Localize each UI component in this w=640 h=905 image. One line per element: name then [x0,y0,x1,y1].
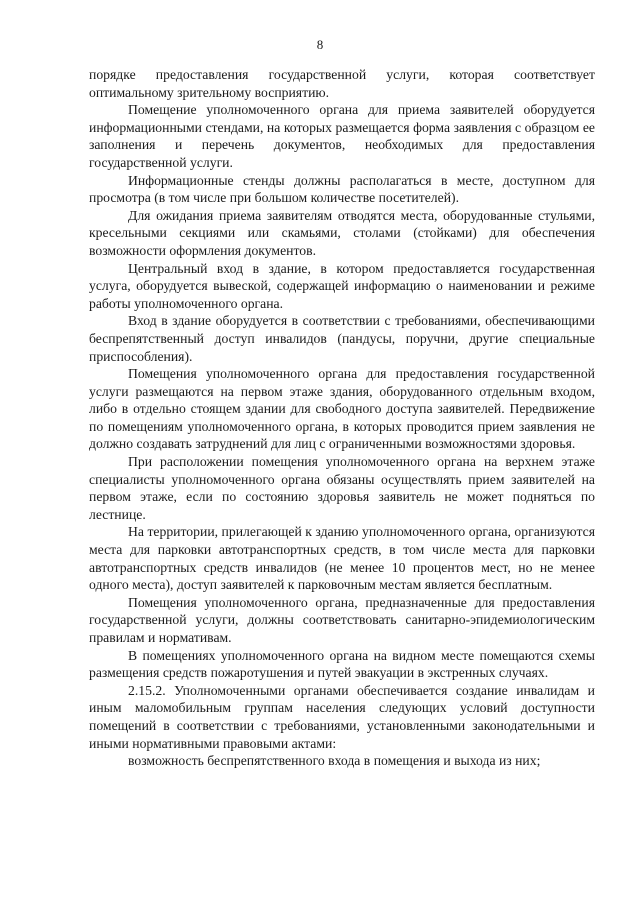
paragraph-12: 2.15.2. Уполномоченными органами обеспечивается создание инвалидам и иным маломобильным группам населения следующих условий доступности помещений в соответствии с требованиями, установленными законодательными и иными нормативными правовыми актами: [89,682,595,751]
page-number: 8 [316,37,324,52]
paragraph-5: Центральный вход в здание, в котором предоставляется государственная услуга, оборудуется вывеской, содержащей информацию о наименовании и режиме работы уполномоченного органа. [89,260,595,311]
paragraph-11: В помещениях уполномоченного органа на видном месте помещаются схемы размещения средств пожаротушения и путей эвакуации в экстренных случаях. [89,647,595,681]
paragraph-4: Для ожидания приема заявителям отводятся места, оборудованные стульями, кресельными секциями или скамьями, столами (стойками) для обеспечения возможности оформления документов. [89,207,595,258]
paragraph-6: Вход в здание оборудуется в соответствии с требованиями, обеспечивающими беспрепятственный доступ инвалидов (пандусы, поручни, другие специальные приспособления). [89,313,595,364]
paragraph-8: При расположении помещения уполномоченного органа на верхнем этаже специалисты уполномоченного органа обязаны осуществлять прием заявителей на первом этаже, если по состоянию здоровья заявитель не может подняться по лестнице. [89,454,595,522]
paragraph-10: Помещения уполномоченного органа, предназначенные для предоставления государственной услуги, должны соответствовать санитарно-эпидемиологическим правилам и нормативам. [89,594,595,645]
paragraph-9: На территории, прилегающей к зданию уполномоченного органа, организуются места для парковки автотранспортных средств, в том числе места для парковки автотранспортных средств инвалидов (не менее 10 процентов мест, но не менее одного места), доступ заявителей к парковочным местам является бесплатным. [89,524,595,593]
paragraph-7: Помещения уполномоченного органа для предоставления государственной услуги размещаются на первом этаже здания, оборудованного отдельным входом, либо в отдельно стоящем здании для свободного доступа заявителей. Передвижение по помещениям уполномоченного органа, в которых проводится прием заявления не должно создавать затруднений для лиц с ограниченными возможностями здоровья. [89,366,595,452]
document-body [89,66,595,770]
paragraph-13: возможность беспрепятственного входа в помещения и выхода из них; [128,753,541,769]
paragraph-2: Помещение уполномоченного органа для приема заявителей оборудуется информационными стендами, на которых размещается форма заявления с образцом ее заполнения и перечень документов, необходимых для предоставления государственной услуги. [89,102,595,170]
paragraph-3: Информационные стенды должны располагаться в месте, доступном для просмотра (в том числе при большом количестве посетителей). [89,172,595,206]
paragraph-1: порядке предоставления государственной услуги, которая соответствует оптимальному зрительному восприятию. [89,67,595,100]
